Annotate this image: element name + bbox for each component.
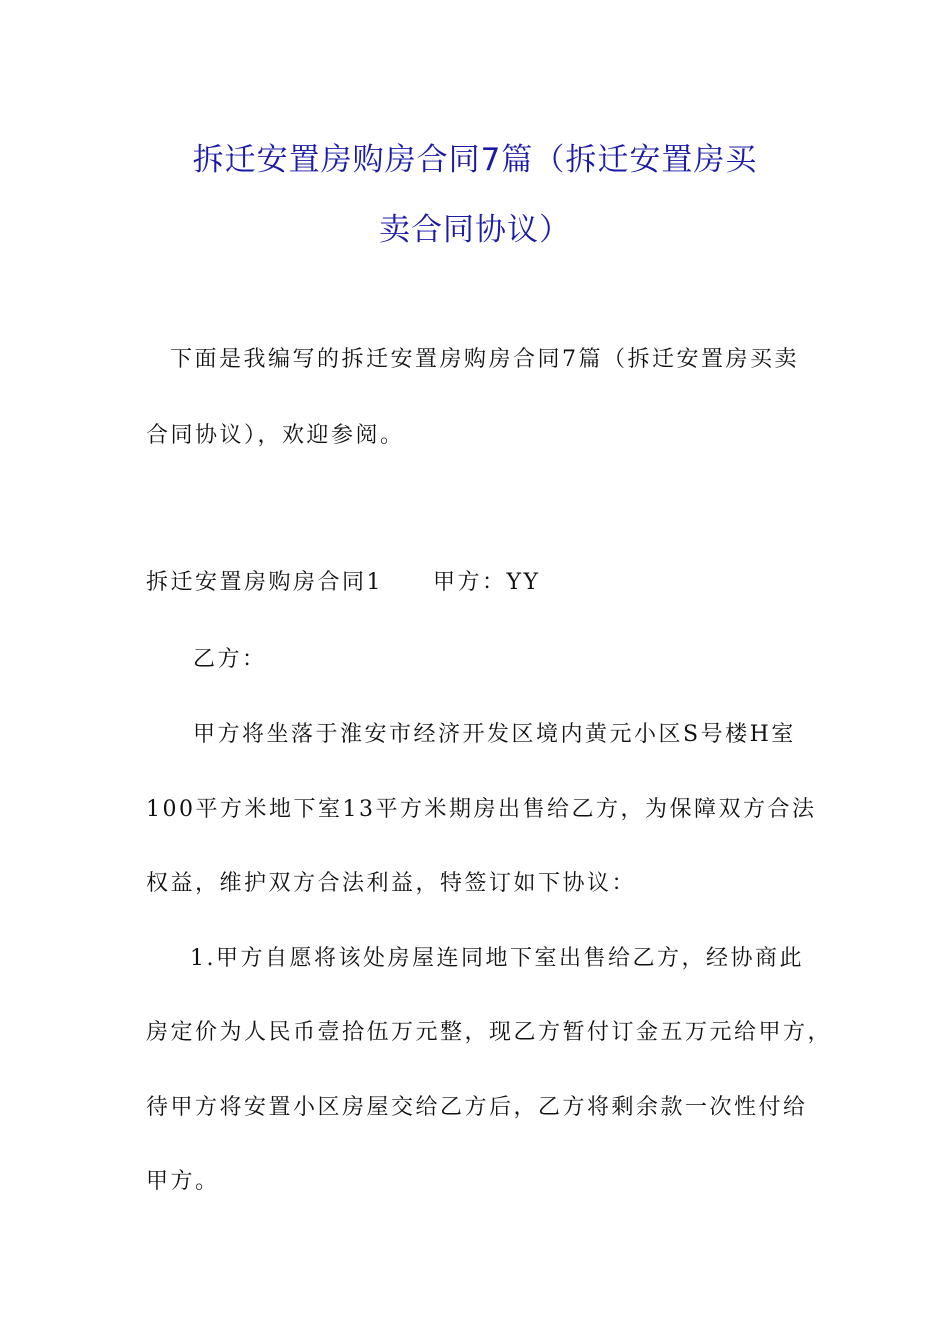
party-a-label: 甲方：YY xyxy=(433,570,541,595)
intro-line-2: 合同协议），欢迎参阅。 xyxy=(146,423,405,448)
paragraph-2-line-1: 1.甲方自愿将该处房屋连同地下室出售给乙方，经协商此 xyxy=(190,946,804,971)
document-title-line-2: 卖合同协议） xyxy=(379,212,571,248)
contract-1-heading: 拆迁安置房购房合同1 xyxy=(146,570,383,595)
document-title-line-1: 拆迁安置房购房合同7篇（拆迁安置房买 xyxy=(192,142,758,178)
contract-1-heading-line xyxy=(146,568,541,598)
paragraph-1-line-1: 甲方将坐落于淮安市经济开发区境内黄元小区S号楼H室 xyxy=(193,722,796,747)
intro-line-1: 下面是我编写的拆迁安置房购房合同7篇（拆迁安置房买卖 xyxy=(170,347,799,372)
paragraph-2-line-4: 甲方。 xyxy=(146,1169,220,1194)
paragraph-2-line-3: 待甲方将安置小区房屋交给乙方后，乙方将剩余款一次性付给 xyxy=(146,1095,808,1120)
paragraph-1-line-2: 100平方米地下室13平方米期房出售给乙方，为保障双方合法 xyxy=(146,797,817,822)
paragraph-1-line-3: 权益，维护双方合法利益，特签订如下协议： xyxy=(146,871,637,896)
party-b-label: 乙方： xyxy=(193,647,267,672)
paragraph-2-line-2: 房定价为人民币壹拾伍万元整，现乙方暂付订金五万元给甲方， xyxy=(146,1020,833,1045)
